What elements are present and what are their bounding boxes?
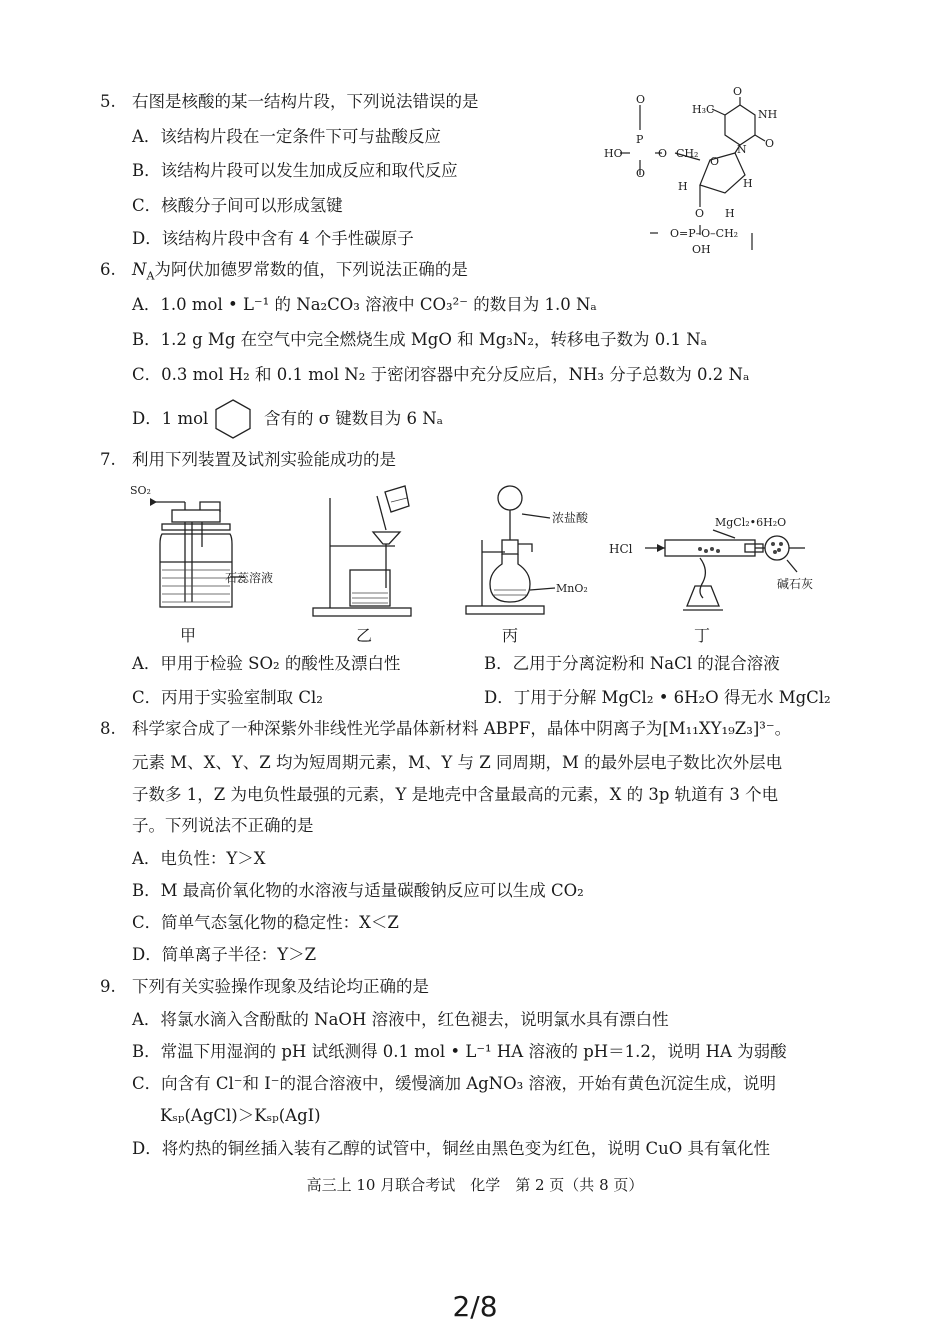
q9-option-d: D．将灼热的铜丝插入装有乙醇的试管中，铜丝由黑色变为红色，说明 CuO 具有氧化性	[132, 1139, 770, 1158]
page-footer: 高三上 10 月联合考试 化学 第 2 页（共 8 页）	[306, 1176, 644, 1194]
label-o-3: O	[695, 207, 705, 220]
label-o-top: O	[733, 85, 743, 98]
q8-number: 8.	[100, 719, 116, 738]
label-o-p-o-ch2: O=P–O–CH₂	[670, 227, 739, 240]
q5-option-c: C．核酸分子间可以形成氢键	[132, 196, 343, 215]
q6-option-d-right: 含有的 σ 键数目为 6 Nₐ	[264, 409, 444, 428]
label-ho: HO	[604, 147, 623, 160]
q9-option-a: A．将氯水滴入含酚酞的 NaOH 溶液中，红色褪去，说明氯水具有漂白性	[132, 1010, 669, 1029]
label-ch2-top: CH₂	[676, 147, 699, 160]
q6-option-c: C．0.3 mol H₂ 和 0.1 mol N₂ 于密闭容器中充分反应后，NH₃ 分子总数为 0.2 Nₐ	[132, 365, 750, 384]
label-p-top: P	[636, 133, 644, 146]
q8-stem-line-4: 子。下列说法不正确的是	[132, 816, 314, 835]
q8-option-a: A．电负性：Y＞X	[132, 849, 266, 868]
label-so2: SO₂	[130, 484, 151, 497]
label-o-ester: O	[658, 147, 668, 160]
q9-number: 9.	[100, 977, 116, 996]
nucleotide-structure-figure	[600, 85, 800, 260]
q8-option-c: C．简单气态氢化物的稳定性：X＜Z	[132, 913, 399, 932]
q9-stem: 下列有关实验操作现象及结论均正确的是	[132, 977, 429, 996]
q9-option-c-line-2: Kₛₚ(AgCl)＞Kₛₚ(AgI)	[160, 1106, 321, 1125]
caption-bing: 丙	[502, 626, 519, 645]
label-oh: OH	[692, 243, 711, 256]
label-h-1: H	[678, 180, 688, 193]
q8-option-d: D．简单离子半径：Y＞Z	[132, 945, 317, 964]
q7-option-a: A．甲用于检验 SO₂ 的酸性及漂白性	[132, 654, 401, 673]
label-litmus: 石蕊溶液	[225, 571, 274, 585]
q8-stem-line-3: 子数多 1，Z 为电负性最强的元素，Y 是地壳中含量最高的元素，X 的 3p 轨道有 3 个电	[132, 785, 779, 804]
label-h-3: H	[725, 207, 735, 220]
caption-yi: 乙	[356, 626, 373, 645]
apparatus-jia	[130, 482, 290, 622]
caption-ding: 丁	[694, 626, 711, 645]
label-nh: NH	[758, 108, 778, 121]
apparatus-ding	[605, 510, 830, 620]
label-o-phos-top: O	[636, 93, 646, 106]
q6-number: 6.	[100, 260, 116, 279]
label-conc-hcl: 浓盐酸	[552, 511, 589, 525]
label-o-phos-bottom: O	[636, 167, 646, 180]
label-h3c: H₃C	[692, 103, 715, 116]
label-mno2: MnO₂	[556, 582, 588, 595]
q5-number: 5.	[100, 92, 116, 111]
q7-option-c: C．丙用于实验室制取 Cl₂	[132, 688, 323, 707]
q7-option-b: B．乙用于分离淀粉和 NaCl 的混合溶液	[484, 654, 780, 673]
q5-option-d: D．该结构片段中含有 4 个手性碳原子	[132, 229, 414, 248]
q6-stem-text: 为阿伏加德罗常数的值，下列说法正确的是	[154, 260, 468, 279]
q7-option-d: D．丁用于分解 MgCl₂ • 6H₂O 得无水 MgCl₂	[484, 688, 831, 707]
q7-number: 7.	[100, 450, 116, 469]
label-h-2: H	[743, 177, 753, 190]
apparatus-bing	[460, 480, 610, 620]
q8-option-b: B．M 最高价氧化物的水溶液与适量碳酸钠反应可以生成 CO₂	[132, 881, 584, 900]
q9-option-b: B．常温下用湿润的 pH 试纸测得 0.1 mol • L⁻¹ HA 溶液的 pH＝1.2，说明 HA 为弱酸	[132, 1042, 787, 1061]
label-soda-lime: 碱石灰	[777, 577, 814, 591]
q7-stem: 利用下列装置及试剂实验能成功的是	[132, 450, 396, 469]
label-o-ring: O	[710, 155, 720, 168]
q8-stem-line-1: 科学家合成了一种深紫外非线性光学晶体新材料 ABPF，晶体中阴离子为[M₁₁XY₁₉Z₃]³⁻。	[132, 719, 792, 738]
label-hcl: HCl	[609, 542, 633, 556]
q5-option-a: A．该结构片段在一定条件下可与盐酸反应	[132, 127, 441, 146]
label-o-right: O	[765, 137, 775, 150]
cyclohexane-icon	[212, 398, 254, 440]
apparatus-yi	[305, 478, 415, 623]
label-n: N	[737, 143, 747, 156]
q6-stem: $N_A$为阿伏加德罗常数的值，下列说法正确的是	[132, 260, 468, 283]
q5-stem: 右图是核酸的某一结构片段，下列说法错误的是	[132, 92, 479, 111]
q5-option-b: B．该结构片段可以发生加成反应和取代反应	[132, 161, 458, 180]
q6-na-symbol: N	[132, 260, 147, 279]
page-indicator: 2/8	[452, 1290, 498, 1323]
q8-stem-line-2: 元素 M、X、Y、Z 均为短周期元素，M、Y 与 Z 同周期，M 的最外层电子数比次外层电	[132, 753, 783, 772]
label-mgcl2: MgCl₂•6H₂O	[715, 516, 787, 529]
q6-option-d-left: D．1 mol	[132, 409, 209, 428]
q9-option-c-line-1: C．向含有 Cl⁻和 I⁻的混合溶液中，缓慢滴加 AgNO₃ 溶液，开始有黄色沉淀生成，说明	[132, 1074, 776, 1093]
q6-option-b: B．1.2 g Mg 在空气中完全燃烧生成 MgO 和 Mg₃N₂，转移电子数为 0.1 Nₐ	[132, 330, 707, 349]
caption-jia: 甲	[180, 626, 197, 645]
q6-option-a: A．1.0 mol • L⁻¹ 的 Na₂CO₃ 溶液中 CO₃²⁻ 的数目为 1.0 Nₐ	[132, 295, 597, 314]
